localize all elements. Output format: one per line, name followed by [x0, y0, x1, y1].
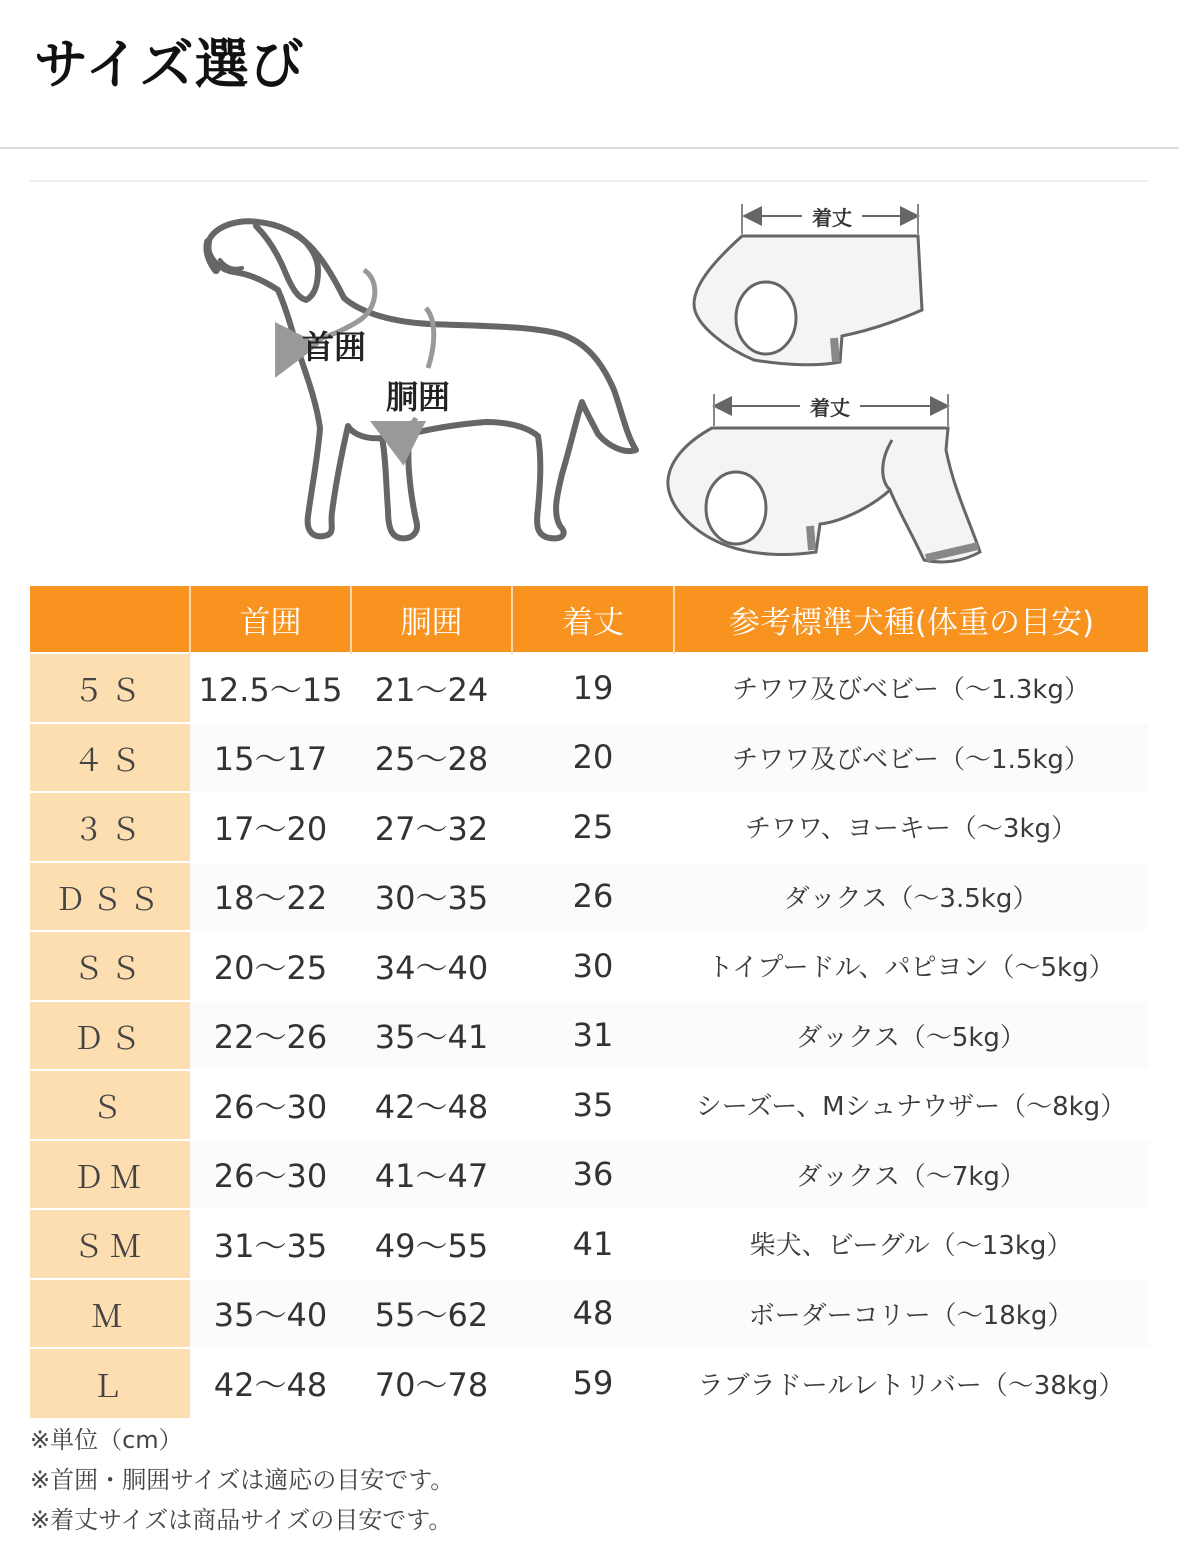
table-row [30, 792, 1148, 862]
neck-cell: 31〜35 [190, 1209, 351, 1279]
neck-cell: 15〜17 [190, 723, 351, 793]
bottom-garment-icon [668, 392, 980, 562]
length-label-top: 着丈 [812, 206, 852, 230]
page-title: サイズ選び [34, 33, 305, 96]
title-divider [0, 147, 1179, 149]
size-cell: ＤＳ [30, 1001, 190, 1071]
length-cell: 41 [512, 1209, 674, 1279]
content-divider [30, 180, 1148, 182]
table-row [30, 723, 1148, 793]
table-header-row [30, 586, 1148, 653]
breed-cell: チワワ及びベビー（〜1.3kg） [674, 653, 1148, 723]
length-cell: 36 [512, 1140, 674, 1210]
length-cell: 35 [512, 1070, 674, 1140]
neck-cell: 18〜22 [190, 862, 351, 932]
header-breed: 参考標準犬種(体重の目安) [674, 586, 1148, 653]
table-row [30, 1070, 1148, 1140]
length-cell: 59 [512, 1348, 674, 1418]
chest-cell: 55〜62 [351, 1279, 512, 1349]
length-cell: 20 [512, 723, 674, 793]
size-cell: ＤＭ [30, 1140, 190, 1210]
size-cell: ＤＳＳ [30, 862, 190, 932]
table-row [30, 1279, 1148, 1349]
neck-cell: 20〜25 [190, 931, 351, 1001]
neck-cell: 42〜48 [190, 1348, 351, 1418]
breed-cell: トイプードル、パピヨン（〜5kg） [674, 931, 1148, 1001]
note-unit: ※単位（cm） [30, 1426, 183, 1454]
size-table [30, 586, 1148, 1418]
breed-cell: チワワ、ヨーキー（〜3kg） [674, 792, 1148, 862]
breed-cell: ボーダーコリー（〜18kg） [674, 1279, 1148, 1349]
chest-cell: 70〜78 [351, 1348, 512, 1418]
chest-cell: 34〜40 [351, 931, 512, 1001]
breed-cell: チワワ及びベビー（〜1.5kg） [674, 723, 1148, 793]
size-cell: Ｌ [30, 1348, 190, 1418]
neck-cell: 26〜30 [190, 1070, 351, 1140]
breed-cell: シーズー、Mシュナウザー（〜8kg） [674, 1070, 1148, 1140]
header-size [30, 586, 190, 653]
neck-label: 首囲 [302, 328, 367, 366]
neck-cell: 12.5〜15 [190, 653, 351, 723]
table-row [30, 1001, 1148, 1071]
chest-cell: 25〜28 [351, 723, 512, 793]
size-cell: Ｍ [30, 1279, 190, 1349]
table-row [30, 1348, 1148, 1418]
chest-cell: 30〜35 [351, 862, 512, 932]
length-cell: 30 [512, 931, 674, 1001]
header-neck: 首囲 [190, 586, 351, 653]
notes [30, 1420, 454, 1540]
chest-cell: 35〜41 [351, 1001, 512, 1071]
chest-cell: 42〜48 [351, 1070, 512, 1140]
breed-cell: 柴犬、ビーグル（〜13kg） [674, 1209, 1148, 1279]
size-diagram [30, 190, 1148, 582]
header-length: 着丈 [512, 586, 674, 653]
breed-cell: ダックス（〜7kg） [674, 1140, 1148, 1210]
neck-cell: 35〜40 [190, 1279, 351, 1349]
length-cell: 19 [512, 653, 674, 723]
table-row [30, 1209, 1148, 1279]
breed-cell: ダックス（〜3.5kg） [674, 862, 1148, 932]
size-cell: ＳＭ [30, 1209, 190, 1279]
size-cell: ５Ｓ [30, 653, 190, 723]
table-row [30, 931, 1148, 1001]
length-cell: 25 [512, 792, 674, 862]
chest-label: 胴囲 [386, 378, 451, 416]
note-product-size: ※着丈サイズは商品サイズの目安です。 [30, 1506, 453, 1534]
neck-cell: 17〜20 [190, 792, 351, 862]
top-garment-icon [694, 202, 922, 365]
chest-cell: 41〜47 [351, 1140, 512, 1210]
breed-cell: ラブラドールレトリバー（〜38kg） [674, 1348, 1148, 1418]
table-row [30, 1140, 1148, 1210]
header-chest: 胴囲 [351, 586, 512, 653]
length-cell: 31 [512, 1001, 674, 1071]
length-cell: 48 [512, 1279, 674, 1349]
chest-cell: 21〜24 [351, 653, 512, 723]
size-cell: ４Ｓ [30, 723, 190, 793]
chest-cell: 27〜32 [351, 792, 512, 862]
table-row [30, 653, 1148, 723]
length-cell: 26 [512, 862, 674, 932]
note-fit: ※首囲・胴囲サイズは適応の目安です。 [30, 1466, 455, 1494]
neck-cell: 26〜30 [190, 1140, 351, 1210]
neck-cell: 22〜26 [190, 1001, 351, 1071]
chest-cell: 49〜55 [351, 1209, 512, 1279]
table-row [30, 862, 1148, 932]
size-cell: Ｓ [30, 1070, 190, 1140]
size-cell: ＳＳ [30, 931, 190, 1001]
length-label-bottom: 着丈 [810, 396, 850, 420]
size-cell: ３Ｓ [30, 792, 190, 862]
breed-cell: ダックス（〜5kg） [674, 1001, 1148, 1071]
